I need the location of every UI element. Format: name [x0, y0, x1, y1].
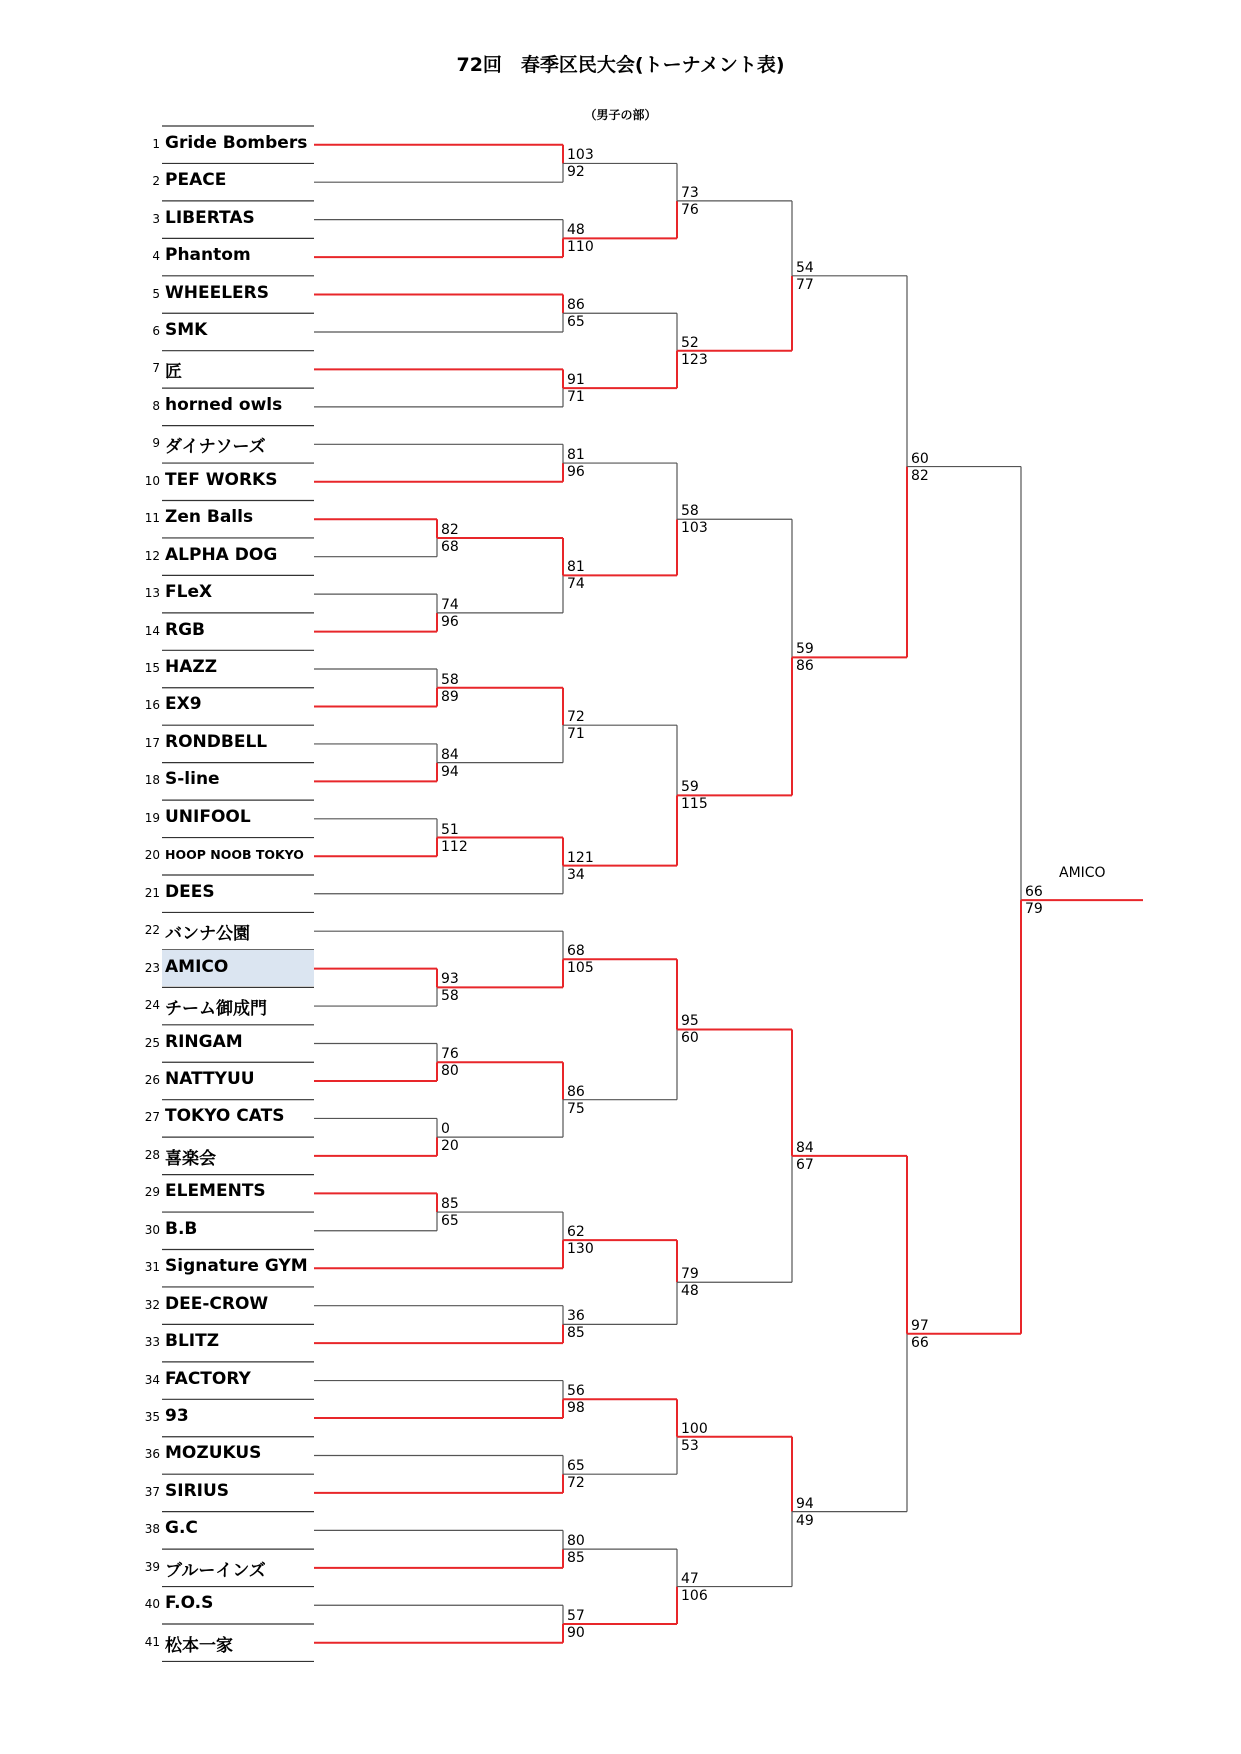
- score-top: 103: [567, 147, 594, 164]
- score-top: 121: [567, 849, 594, 866]
- team-name: MOZUKUS: [165, 1443, 262, 1464]
- score-bottom: 110: [567, 239, 594, 256]
- score-bottom: 115: [681, 796, 708, 813]
- score-bottom: 106: [681, 1587, 708, 1604]
- team-seed: 22: [144, 923, 160, 938]
- score-bottom: 66: [911, 1334, 929, 1351]
- score-top: 59: [796, 641, 814, 658]
- score-top: 56: [567, 1383, 585, 1400]
- score-bottom: 123: [681, 351, 708, 368]
- team-seed: 32: [144, 1297, 160, 1312]
- score-top: 36: [567, 1308, 585, 1325]
- team-name: HAZZ: [165, 657, 218, 678]
- team-seed: 40: [144, 1597, 160, 1612]
- team-seed: 5: [152, 286, 160, 301]
- team-seed: 4: [152, 249, 160, 264]
- score-top: 86: [567, 1083, 585, 1100]
- team-name: RGB: [165, 619, 206, 640]
- team-seed: 36: [144, 1447, 160, 1462]
- team-seed: 13: [144, 586, 160, 601]
- team-name: TEF WORKS: [165, 469, 278, 490]
- team-seed: 31: [144, 1260, 160, 1275]
- score-top: 47: [681, 1570, 699, 1587]
- team-name: ALPHA DOG: [165, 544, 278, 565]
- team-seed: 10: [144, 473, 160, 488]
- score-top: 76: [441, 1046, 459, 1063]
- team-seed: 30: [144, 1222, 160, 1237]
- score-top: 91: [567, 372, 585, 389]
- team-name: 松本一家: [165, 1635, 233, 1656]
- score-top: 72: [567, 709, 585, 726]
- team-seed: 39: [144, 1559, 160, 1574]
- score-top: 81: [567, 559, 585, 576]
- team-name: Signature GYM: [165, 1256, 308, 1277]
- team-seed: 25: [144, 1035, 160, 1050]
- score-top: 58: [441, 671, 459, 688]
- score-bottom: 76: [681, 201, 699, 218]
- score-bottom: 48: [681, 1283, 699, 1300]
- team-name: ダイナソーズ: [165, 437, 266, 458]
- team-seed: 3: [152, 211, 160, 226]
- score-bottom: 98: [567, 1400, 585, 1417]
- score-bottom: 71: [567, 726, 585, 743]
- team-seed: 16: [144, 698, 160, 713]
- score-top: 51: [441, 821, 459, 838]
- team-name: FACTORY: [165, 1368, 251, 1389]
- score-bottom: 58: [441, 988, 459, 1005]
- team-seed: 28: [144, 1147, 160, 1162]
- team-seed: 17: [144, 735, 160, 750]
- score-top: 59: [681, 779, 699, 796]
- score-top: 93: [441, 971, 459, 988]
- score-top: 74: [441, 596, 459, 613]
- score-top: 100: [681, 1420, 708, 1437]
- team-seed: 24: [144, 998, 160, 1013]
- team-name: G.C: [165, 1518, 198, 1539]
- team-seed: 8: [152, 398, 160, 413]
- team-seed: 21: [144, 885, 160, 900]
- score-bottom: 96: [441, 613, 459, 630]
- team-name: SMK: [165, 319, 208, 340]
- team-name: Zen Balls: [165, 507, 254, 528]
- team-seed: 33: [144, 1335, 160, 1350]
- team-seed: 6: [152, 323, 160, 338]
- score-bottom: 85: [567, 1550, 585, 1567]
- score-top: 58: [681, 503, 699, 520]
- score-top: 62: [567, 1224, 585, 1241]
- team-name: HOOP NOOB TOKYO: [165, 847, 304, 863]
- team-seed: 12: [144, 548, 160, 563]
- team-seed: 20: [144, 848, 160, 863]
- score-top: 79: [681, 1266, 699, 1283]
- team-name: BLITZ: [165, 1331, 220, 1352]
- score-bottom: 89: [441, 688, 459, 705]
- score-bottom: 77: [796, 276, 814, 293]
- score-bottom: 65: [567, 314, 585, 331]
- team-seed: 37: [144, 1484, 160, 1499]
- score-top: 52: [681, 334, 699, 351]
- score-bottom: 90: [567, 1625, 585, 1641]
- team-name: ブルーインズ: [165, 1560, 266, 1581]
- team-seed: 29: [144, 1185, 160, 1200]
- score-bottom: 103: [681, 520, 708, 537]
- team-name: horned owls: [165, 394, 283, 415]
- team-name: 93: [165, 1406, 189, 1427]
- score-bottom: 67: [796, 1156, 814, 1173]
- score-top: 94: [796, 1495, 814, 1512]
- score-top: 97: [911, 1317, 929, 1334]
- score-top: 65: [567, 1458, 585, 1475]
- score-top: 60: [911, 450, 929, 467]
- score-bottom: 92: [567, 164, 585, 181]
- team-seed: 34: [144, 1372, 160, 1387]
- score-bottom: 80: [441, 1063, 459, 1080]
- team-name: Gride Bombers: [165, 132, 308, 153]
- score-top: 81: [567, 447, 585, 464]
- score-bottom: 20: [441, 1138, 459, 1155]
- team-name: B.B: [165, 1218, 198, 1239]
- score-top: 57: [567, 1608, 585, 1624]
- team-seed: 15: [144, 661, 160, 676]
- team-name: RINGAM: [165, 1031, 243, 1052]
- team-seed: 19: [144, 810, 160, 825]
- page-title: 72回 春季区民大会(トーナメント表): [456, 54, 785, 76]
- score-bottom: 60: [681, 1030, 699, 1047]
- score-bottom: 85: [567, 1325, 585, 1342]
- team-name: NATTYUU: [165, 1068, 255, 1089]
- score-top: 68: [567, 943, 585, 960]
- score-top: 80: [567, 1533, 585, 1550]
- team-name: Phantom: [165, 245, 251, 266]
- score-top: 85: [441, 1196, 459, 1213]
- team-name: F.O.S: [165, 1593, 214, 1614]
- team-seed: 1: [152, 136, 160, 151]
- score-bottom: 94: [441, 763, 459, 780]
- team-seed: 14: [144, 623, 160, 638]
- team-name: 喜楽会: [165, 1148, 216, 1169]
- team-name: ELEMENTS: [165, 1181, 266, 1202]
- team-name: 匠: [165, 362, 182, 383]
- team-name: UNIFOOL: [165, 806, 251, 827]
- score-bottom: 82: [911, 467, 929, 484]
- score-bottom: 34: [567, 866, 585, 883]
- score-top: 82: [441, 521, 459, 538]
- score-bottom: 79: [1025, 901, 1043, 918]
- score-bottom: 68: [441, 538, 459, 555]
- champion-name: AMICO: [1059, 865, 1106, 882]
- score-bottom: 96: [567, 464, 585, 481]
- team-seed: 26: [144, 1072, 160, 1087]
- team-seed: 41: [144, 1634, 160, 1649]
- score-bottom: 65: [441, 1213, 459, 1230]
- team-name: TOKYO CATS: [165, 1106, 285, 1127]
- team-name: FLeX: [165, 582, 213, 603]
- score-bottom: 130: [567, 1241, 594, 1258]
- score-bottom: 71: [567, 389, 585, 406]
- team-name: SIRIUS: [165, 1480, 230, 1501]
- score-bottom: 49: [796, 1512, 814, 1529]
- score-bottom: 105: [567, 960, 594, 977]
- team-seed: 27: [144, 1110, 160, 1125]
- score-top: 86: [567, 297, 585, 314]
- team-seed: 35: [144, 1410, 160, 1425]
- score-top: 66: [1025, 884, 1043, 901]
- score-top: 73: [681, 184, 699, 201]
- team-seed: 23: [144, 960, 160, 975]
- score-top: 0: [441, 1121, 450, 1138]
- team-name: チーム御成門: [165, 999, 267, 1020]
- team-seed: 38: [144, 1522, 160, 1537]
- team-name: EX9: [165, 694, 202, 715]
- team-seed: 2: [152, 174, 160, 189]
- score-bottom: 74: [567, 576, 585, 593]
- score-bottom: 112: [441, 838, 468, 855]
- team-name: LIBERTAS: [165, 207, 255, 228]
- score-top: 48: [567, 222, 585, 239]
- team-name: RONDBELL: [165, 731, 268, 752]
- team-seed: 11: [144, 511, 160, 526]
- team-seed: 18: [144, 773, 160, 788]
- team-seed: 9: [152, 436, 160, 451]
- score-bottom: 53: [681, 1437, 699, 1454]
- page-subtitle: （男子の部）: [584, 108, 657, 122]
- team-name: S-line: [165, 769, 220, 790]
- team-name: PEACE: [165, 170, 227, 191]
- team-seed: 7: [152, 361, 160, 376]
- team-name: WHEELERS: [165, 282, 269, 303]
- score-top: 84: [441, 746, 459, 763]
- score-bottom: 86: [796, 658, 814, 675]
- score-bottom: 75: [567, 1100, 585, 1117]
- score-top: 95: [681, 1013, 699, 1030]
- score-top: 84: [796, 1139, 814, 1156]
- score-bottom: 72: [567, 1475, 585, 1492]
- team-name: バンナ公園: [165, 924, 250, 945]
- team-name: AMICO: [165, 956, 229, 977]
- team-name: DEE-CROW: [165, 1293, 269, 1314]
- score-top: 54: [796, 259, 814, 276]
- team-name: DEES: [165, 881, 215, 902]
